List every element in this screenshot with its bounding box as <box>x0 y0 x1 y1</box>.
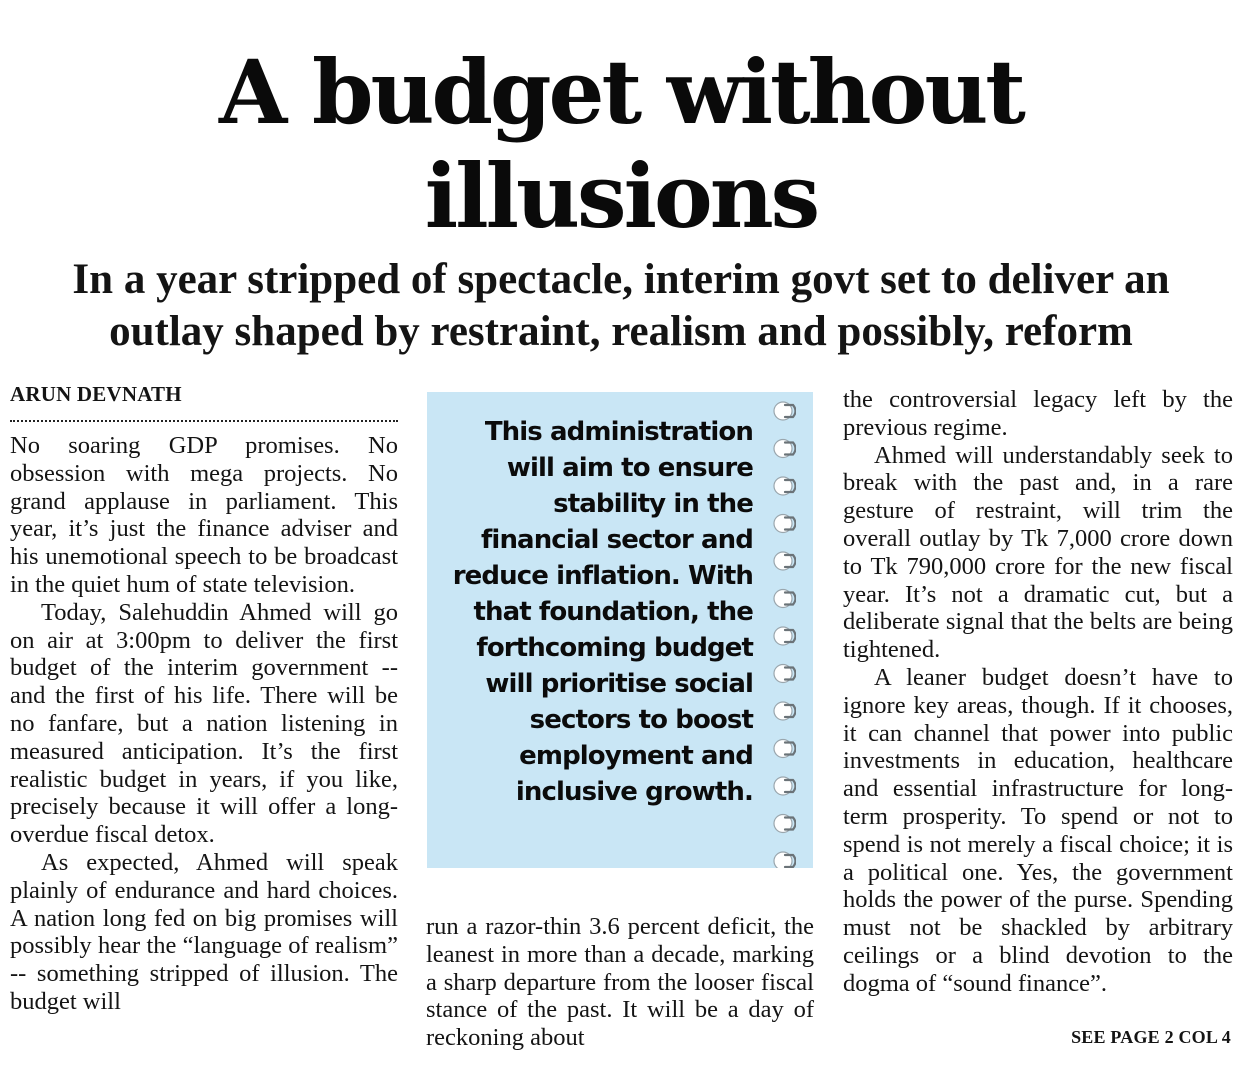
paragraph: Ahmed will understandably seek to break with the past and, in a rare gesture of restraint, will trim the overall outlay by Tk 7,000 crore down to Tk 790,000 crore for the new fiscal year. It’s not a dramatic cut, but a deliberate signal that the belts are being tightened. <box>843 441 1233 664</box>
article-column-left <box>10 432 398 1016</box>
subheadline <box>20 254 1222 358</box>
paragraph: A leaner budget doesn’t have to ignore key areas, though. If it chooses, it can channel that power into public investments in education, healthcare and essential infrastructure for long-term prosperity. To spend or not to spend is not merely a fiscal choice; it is a political one. Yes, the government holds the power of the purse. Spending must not be shackled by arbitrary ceilings or a blind devotion to the dogma of “sound finance”. <box>843 663 1233 997</box>
continuation-link[interactable]: SEE PAGE 2 COL 4 <box>1071 1027 1231 1047</box>
byline <box>10 380 398 422</box>
paragraph: run a razor-thin 3.6 percent deficit, the leanest in more than a decade, marking a sharp departure from the looser fiscal stance of the past. It will be a day of reckoning about <box>426 913 814 1052</box>
subheadline-line-1: In a year stripped of spectacle, interim govt set to deliver an <box>72 256 1170 303</box>
pull-quote-box <box>427 392 813 868</box>
byline-author: ARUN DEVNATH <box>10 382 182 406</box>
paragraph: Today, Salehuddin Ahmed will go on air at 3:00pm to deliver the first budget of the interim government -- and the first of his life. There will be no fanfare, but a nation listening in measured anticipation. It’s the first realistic budget in years, if you like, precisely because it will offer a long-overdue fiscal detox. <box>10 598 398 849</box>
paragraph: the controversial legacy left by the previous regime. <box>843 386 1233 441</box>
article-column-middle <box>426 913 814 1052</box>
article-column-right <box>843 386 1233 998</box>
paragraph: As expected, Ahmed will speak plainly of endurance and hard choices. A nation long fed on big promises will possibly hear the “language of realism” -- something stripped of illusion. The budget will <box>10 848 398 1015</box>
headline-line-1: A budget without <box>219 40 1023 144</box>
headline-line-2: illusions <box>424 144 818 248</box>
spiral-binding-icon <box>769 392 813 868</box>
pull-quote-text: This administration will aim to ensure stability in the financial sector and reduce inflation. With that foundation, the forthcoming budget will prioritise social sectors to boost employment and inclusive growth. <box>452 417 753 807</box>
paragraph: No soaring GDP promises. No obsession with mega projects. No grand applause in parliament. This year, it’s just the finance adviser and his unemotional speech to be broadcast in the quiet hum of state television. <box>10 432 398 598</box>
headline <box>0 40 1242 248</box>
subheadline-line-2: outlay shaped by restraint, realism and possibly, reform <box>109 308 1133 355</box>
